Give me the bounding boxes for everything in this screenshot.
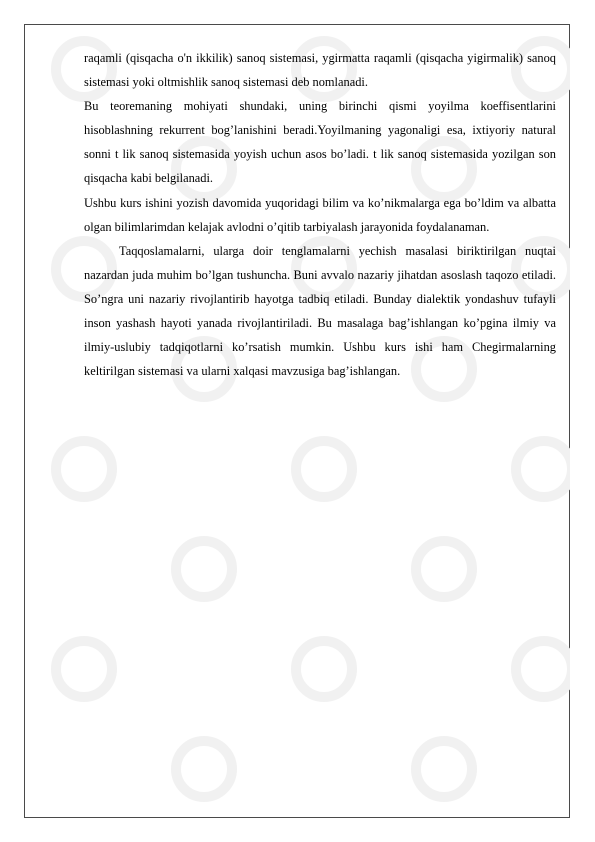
paragraph-congruences: Taqqoslamalarni, ularga doir tenglamalarni yechish masalasi biriktirilgan nuqtai nazardan juda muhim bo’lgan tushuncha. Buni avvalo nazariy jihatdan asoslash taqozo etiladi. So’ngra uni nazariy rivojlantirib hayotga tadbiq etiladi. Bunday dialektik yondashuv tufayli inson yashash hayoti yanada rivojlantiriladi. Bu masalaga bag’ishlangan ko’pgina ilmiy va ilmiy-uslubiy tadqiqotlarni ko’rsatish mumkin. Ushbu kurs ishi ham Chegirmalarning keltirilgan sistemasi va ularni xalqasi mavzusiga bag’ishlangan. bbox=[84, 243, 556, 379]
paragraph-course-work: Ushbu kurs ishini yozish davomida yuqoridagi bilim va ko’nikmalarga ega bo’ldim va albatta olgan bilimlarimdan kelajak avlodni o’qitib tarbiyalash jarayonida foydalanaman. bbox=[84, 195, 556, 234]
document-body bbox=[84, 46, 556, 383]
paragraph-theorem: Bu teoremaning mohiyati shundaki, uning birinchi qismi yoyilma koeffisentlarini hisoblashning rekurrent bog’lanishini beradi.Yoyilmaning yagonaligi esa, ixtiyoriy natural sonni t lik sanoq sistemasida yoyish uchun asos bo’ladi. t lik sanoq sistemasida yozilgan son qisqacha kabi belgilanadi. bbox=[84, 99, 556, 186]
paragraph-continuation: raqamli (qisqacha o'n ikkilik) sanoq sistemasi, ygirmatta raqamli (qisqacha yigirmalik) sanoq sistemasi yoki oltmishlik sanoq sistemasi deb nomlanadi. bbox=[84, 51, 556, 90]
